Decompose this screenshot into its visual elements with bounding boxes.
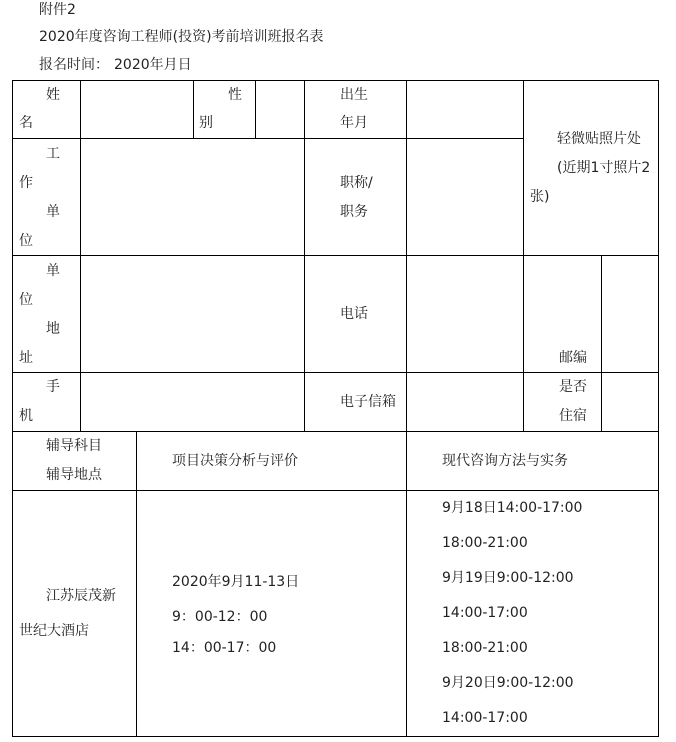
address-label-char-2: 位 <box>19 292 33 308</box>
schedule-2-line: 14:00-17:00 <box>442 605 528 621</box>
job-title-field[interactable] <box>407 139 523 255</box>
name-field[interactable] <box>81 81 193 138</box>
work-unit-label-char-2: 作 <box>19 175 33 191</box>
name-label-char-1: 姓 <box>46 87 60 103</box>
schedule-2-line: 9月20日9:00-12:00 <box>442 675 574 691</box>
postcode-field[interactable] <box>602 256 658 372</box>
gender-label-char-2: 别 <box>199 115 213 131</box>
signup-time-label: 报名时间： <box>39 57 109 73</box>
subject-1-title: 项目决策分析与评价 <box>172 453 298 469</box>
email-field[interactable] <box>407 373 523 431</box>
signup-time-value: 2020年月日 <box>114 57 192 73</box>
mobile-label-char-2: 机 <box>19 408 33 424</box>
postcode-label: 邮编 <box>559 350 587 366</box>
work-unit-label-char-4: 位 <box>19 233 33 249</box>
work-unit-label-char-1: 工 <box>46 146 60 162</box>
subject-header-label: 辅导科目 <box>46 438 102 454</box>
email-label: 电子信箱 <box>340 394 396 410</box>
subject-2-title: 现代咨询方法与实务 <box>442 453 568 469</box>
photo-label-line-2: (近期1寸照片2 <box>557 160 651 176</box>
address-field[interactable] <box>81 256 304 372</box>
lodging-field[interactable] <box>602 373 658 431</box>
job-title-label-line-2: 职务 <box>340 204 368 220</box>
birth-label-line-1: 出生 <box>340 87 368 103</box>
lodging-label-line-1: 是否 <box>559 379 587 395</box>
photo-label-line-3: 张) <box>530 189 550 205</box>
gender-label-char-1: 性 <box>228 87 242 103</box>
address-label-char-1: 单 <box>46 263 60 279</box>
schedule-1-afternoon: 14：00-17：00 <box>172 640 277 656</box>
schedule-1-date: 2020年9月11-13日 <box>172 574 300 590</box>
schedule-2-line: 9月19日9:00-12:00 <box>442 570 574 586</box>
mobile-field[interactable] <box>81 373 304 431</box>
work-unit-label-char-3: 单 <box>46 204 60 220</box>
birth-field[interactable] <box>407 81 523 138</box>
schedule-2-line: 18:00-21:00 <box>442 640 528 656</box>
birth-label-line-2: 年月 <box>340 115 368 131</box>
phone-label: 电话 <box>340 306 368 322</box>
schedule-1-morning: 9：00-12：00 <box>172 609 268 625</box>
location-line-1: 江苏辰茂新 <box>46 588 116 604</box>
attachment-label: 附件2 <box>39 2 76 18</box>
mobile-label-char-1: 手 <box>46 379 60 395</box>
schedule-2-line: 9月18日14:00-17:00 <box>442 500 583 516</box>
schedule-2-line: 14:00-17:00 <box>442 710 528 726</box>
gender-field[interactable] <box>256 81 304 138</box>
photo-label-line-1: 轻微贴照片处 <box>557 131 641 147</box>
address-label-char-3: 地 <box>46 321 60 337</box>
job-title-label-line-1: 职称/ <box>340 175 373 191</box>
schedule-2-line: 18:00-21:00 <box>442 535 528 551</box>
phone-field[interactable] <box>407 256 523 372</box>
name-label-char-2: 名 <box>19 115 33 131</box>
location-header-label: 辅导地点 <box>46 467 102 483</box>
form-title: 2020年度咨询工程师(投资)考前培训班报名表 <box>39 29 324 45</box>
work-unit-field[interactable] <box>81 139 304 255</box>
address-label-char-4: 址 <box>19 350 33 366</box>
lodging-label-line-2: 住宿 <box>559 408 587 424</box>
location-line-2: 世纪大酒店 <box>19 623 89 639</box>
